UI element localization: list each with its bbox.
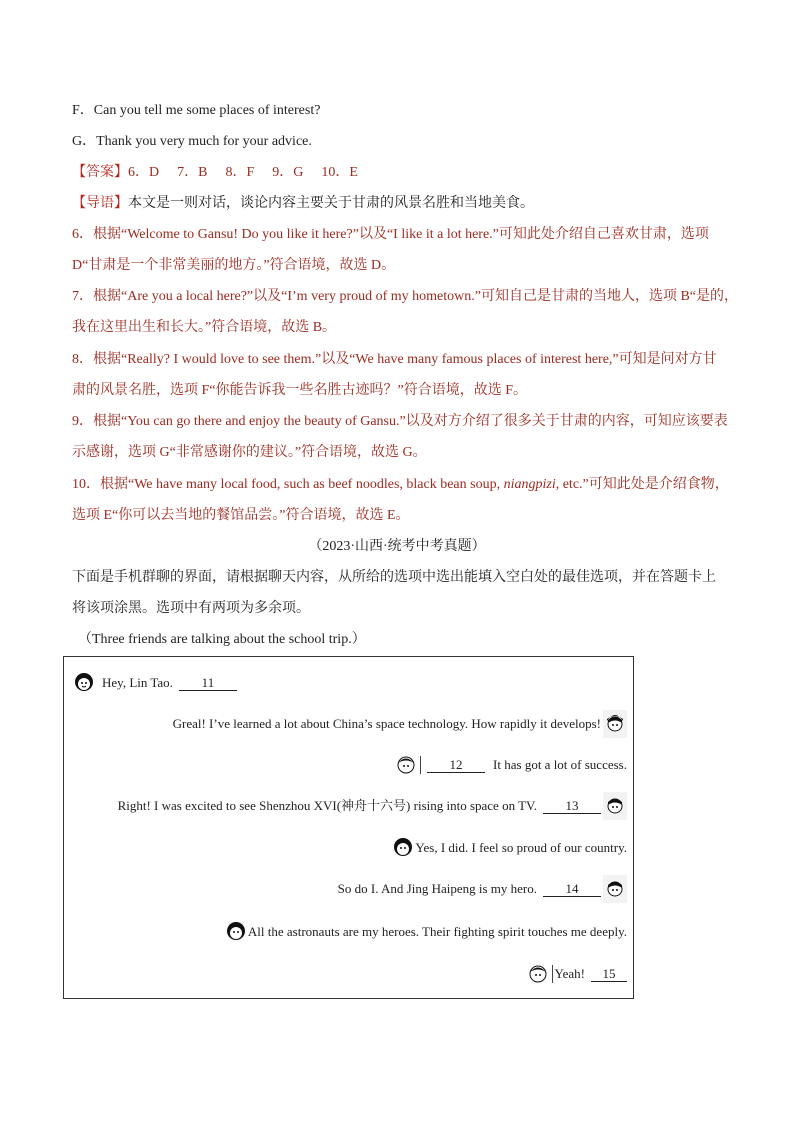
- answer-blank-11: 11: [179, 676, 237, 691]
- chat-message: [526, 960, 627, 988]
- chat-message: [338, 875, 627, 903]
- explanation-9-line1: 9．根据“You can go there and enjoy the beauty of Gansu.”以及对方介绍了很多关于甘肃的内容，可知应该要表: [72, 414, 728, 429]
- divider: [420, 756, 421, 774]
- option-f: F．Can you tell me some places of interest?: [72, 103, 321, 118]
- guide-text: 本文是一则对话，谈论内容主要关于甘肃的风景名胜和当地美食。: [128, 196, 534, 211]
- explanation-7-line2: 我在这里出生和长大。”符合语境，故选 B。: [72, 320, 337, 335]
- boy-avatar-icon: [603, 792, 627, 820]
- chat-text: So do I. And Jing Haipeng is my hero.: [337, 881, 537, 896]
- kid-avatar-icon: [394, 751, 418, 779]
- chat-message: [224, 918, 627, 946]
- guide-line: [72, 194, 724, 214]
- boy-avatar-icon: [603, 875, 627, 903]
- girl-avatar-icon: [224, 918, 248, 946]
- chat-message: [118, 792, 627, 820]
- boy-avatar-icon: [603, 710, 627, 738]
- explanation-9-line2: 示感谢，选项 G“非常感谢你的建议。”符合语境，故选 G。: [72, 445, 427, 460]
- answer-blank-14: 14: [543, 882, 601, 897]
- chat-message: [173, 710, 627, 738]
- option-g: G．Thank you very much for your advice.: [72, 134, 312, 149]
- chat-text: It has got a lot of success.: [493, 757, 627, 772]
- instructions-line2: 将该项涂黑。选项中有两项为多余项。: [72, 601, 310, 616]
- girl-avatar-icon: [391, 834, 415, 862]
- chat-text: Greal! I’ve learned a lot about China’s space technology. How rapidly it develops!: [172, 716, 601, 731]
- answer-item: 6．D: [128, 165, 160, 180]
- chat-message: [391, 834, 627, 862]
- explanation-8-line2: 肃的风景名胜，选项 F“你能告诉我一些名胜古迹吗？”符合语境，故选 F。: [72, 383, 527, 398]
- explanation-6-line1: 6．根据“Welcome to Gansu! Do you like it here?”以及“I like it a lot here.”可知此处介绍自己喜欢甘肃，选项: [72, 227, 709, 242]
- answer-blank-13: 13: [543, 799, 601, 814]
- answer-item: 7．B: [177, 165, 208, 180]
- answer-blank-15: 15: [591, 967, 627, 982]
- kid-avatar-icon: [526, 960, 550, 988]
- answer-item: 8．F: [225, 165, 255, 180]
- explanation-10-italic: niangpizi: [503, 477, 556, 492]
- instructions-line1: 下面是手机群聊的界面，请根据聊天内容，从所给的选项中选出能填入空白处的最佳选项，并在答题卡上: [72, 570, 716, 585]
- chat-text: Hey, Lin Tao.: [102, 675, 173, 690]
- explanation-8-line1: 8．根据“Really? I would love to see them.”以及“We have many famous places of interest here,”可知是问对方甘: [72, 352, 717, 367]
- explanation-10-line1: [72, 475, 729, 495]
- answer-item: 9．G: [272, 165, 304, 180]
- answer-blank-12: 12: [427, 758, 485, 773]
- divider: [552, 965, 553, 983]
- answer-label: 【答案】: [72, 165, 128, 180]
- explanation-6-line2: D“甘肃是一个非常美丽的地方。”符合语境，故选 D。: [72, 258, 396, 273]
- chat-text: All the astronauts are my heroes. Their fighting spirit touches me deeply.: [247, 924, 627, 939]
- source-heading: （2023·山西·统考中考真题）: [308, 539, 486, 554]
- chat-text: Yes, I did. I feel so proud of our country.: [415, 840, 627, 855]
- answer-line: [72, 163, 724, 183]
- chat-window: [63, 656, 634, 999]
- explanation-7-line1: 7．根据“Are you a local here?”以及“I’m very proud of my hometown.”可知自己是甘肃的当地人，选项 B“是的，: [72, 289, 739, 304]
- chat-message: [394, 751, 627, 779]
- context-line: （Three friends are talking about the school trip.）: [78, 632, 366, 647]
- guide-label: 【导语】: [72, 196, 128, 211]
- chat-text: Yeah!: [554, 966, 585, 981]
- chat-text: Right! I was excited to see Shenzhou XVI(神舟十六号) rising into space on TV.: [117, 798, 537, 813]
- explanation-10-text: 10．根据“We have many local food, such as beef noodles, black bean soup,: [72, 477, 504, 492]
- answer-item: 10．E: [321, 165, 358, 180]
- explanation-10-text-end: , etc.”可知此处是介绍食物，: [555, 477, 729, 492]
- girl-avatar-icon: [72, 669, 96, 697]
- explanation-10-line2: 选项 E“你可以去当地的餐馆品尝。”符合语境，故选 E。: [72, 508, 410, 523]
- chat-message: [72, 669, 237, 697]
